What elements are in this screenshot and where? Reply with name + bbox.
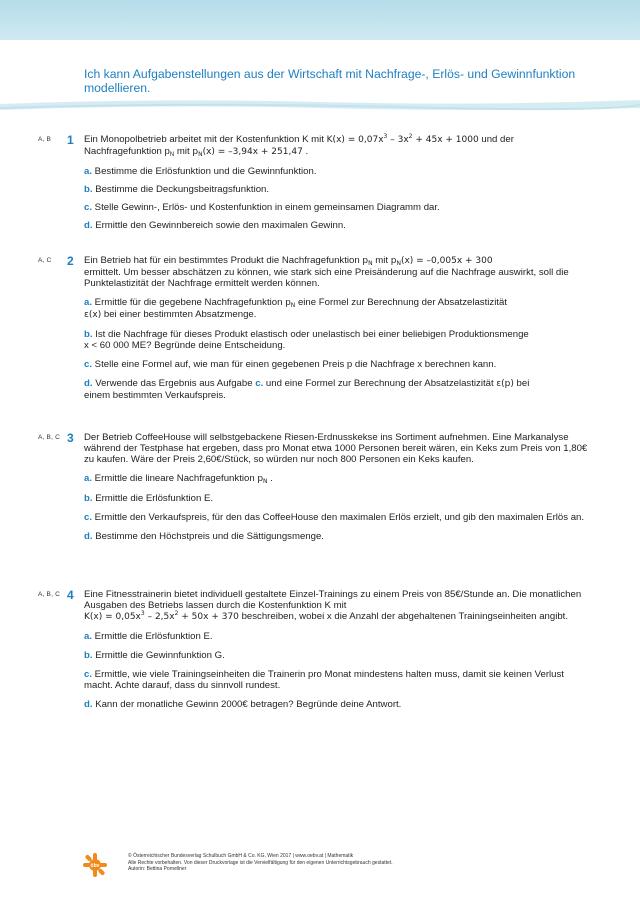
task-number: 1 <box>67 133 74 147</box>
demand-function-formula: $p_N(x) = -0,005x + 300$ <box>390 256 493 267</box>
subtask-a: a. Ermittle die Erlösfunktion E. <box>84 631 213 642</box>
svg-text:öbv: öbv <box>90 863 100 869</box>
subtask-d: d. Verwende das Ergebnis aus Aufgabe c. und eine Formel zur Berechnung der Absatzelastizität ε(p) bei einem bestimmten Verkaufspreis. <box>84 378 530 401</box>
task-body <box>84 134 589 231</box>
page-title: Ich kann Aufgabenstellungen aus der Wirtschaft mit Nachfrage-, Erlös- und Gewinnfunktion modellieren. <box>84 67 576 95</box>
demand-function-formula: $p_N(x) = -3,94x + 251,47$ <box>192 147 303 158</box>
subtask-d: d. Ermittle den Gewinnbereich sowie den maximalen Gewinn. <box>84 220 346 231</box>
subtask-c: c. Stelle Gewinn-, Erlös- und Kostenfunktion in einem gemeinsamen Diagramm dar. <box>84 202 440 213</box>
subtask-b: b. Bestimme die Deckungsbeitragsfunktion. <box>84 184 270 195</box>
task-tag: A, B <box>38 136 52 143</box>
subtask-b: b. Ermittle die Gewinnfunktion G. <box>84 650 225 661</box>
subtask-a: a. Ermittle die lineare Nachfragefunktion $p_N$ . <box>84 473 273 485</box>
task-intro: Eine Fitnesstrainerin bietet individuell gestaltete Einzel-Trainings zu einem Preis von 85€/Stunde an. Die monatlichen Ausgaben des Betriebs lassen durch die Kostenfunktion K mit $K(x) = 0,05x^3 - 2,5x^2 + 50x + 370$ beschreiben, wobei x die Anzahl der abgehaltenen Trainingseinheiten angibt. <box>84 589 582 622</box>
subtask-c: c. Stelle eine Formel auf, wie man für einen gegebenen Preis p die Nachfrage x berechnen kann. <box>84 359 497 370</box>
cost-function-formula: $K(x) = 0,05x^3 - 2,5x^2 + 50x + 370$ <box>84 610 239 622</box>
subtask-d: d. Bestimme den Höchstpreis und die Sättigungsmenge. <box>84 531 324 542</box>
footer-copyright: © Österreichischer Bundesverlag Schulbuch GmbH & Co. KG, Wien 2017 | www.oebv.at | Mathematik Alle Rechte vorbehalten. Von dieser Druckvorlage ist die Vervielfältigung für den eigenen Unterrichtsgebrauch gestattet. Autorin: Bettina Pornellner <box>128 853 393 872</box>
task-tag: A, B, C <box>38 434 60 441</box>
task-intro: Ein Betrieb hat für ein bestimmtes Produkt die Nachfragefunktion $p_N$ mit $p_N(x) = -0,005x + 300$ ermittelt. Um besser abschätzen zu können, wie stark sich eine Preisänderung auf die Nachfrage auswirkt, soll die Punktelastizität der Nachfrage ermittelt werden können. <box>84 255 569 289</box>
task-number: 3 <box>67 431 74 445</box>
header-wave <box>0 98 640 118</box>
subtask-a: a. Ermittle für die gegebene Nachfragefunktion $p_N$ eine Formel zur Berechnung der Absatzelastizität ε(x) bei einer bestimmten Absatzmenge. <box>84 297 508 320</box>
subtask-b: b. Ist die Nachfrage für dieses Produkt elastisch oder unelastisch bei einer beliebigen Produktionsmenge x < 60 000 ME? Begründe deine Entscheidung. <box>84 329 529 351</box>
task-body <box>84 255 589 401</box>
subtask-d: d. Kann der monatliche Gewinn 2000€ betragen? Begründe deine Antwort. <box>84 699 402 710</box>
task-intro: Ein Monopolbetrieb arbeitet mit der Kostenfunktion K mit $K(x) = 0,07x^3 - 3x^2 + 45x + 1000$ und der Nachfragefunktion $p_N$ mit $p_N(x) = -3,94x + 251,47$ . <box>84 133 514 158</box>
task-number: 4 <box>67 588 74 602</box>
subtask-c: c. Ermittle den Verkaufspreis, für den das CoffeeHouse den maximalen Erlös erzielt, und gib den maximalen Erlös an. <box>84 512 585 523</box>
task-tag: A, B, C <box>38 591 60 598</box>
subtask-c: c. Ermittle, wie viele Trainingseinheiten die Trainerin pro Monat mindestens halten muss, damit sie keinen Verlust macht. Achte darauf, dass du sinnvoll rundest. <box>84 669 564 691</box>
task-body <box>84 589 589 710</box>
header-band <box>0 0 640 40</box>
cost-function-formula: $K(x) = 0,07x^3 - 3x^2 + 45x + 1000$ <box>326 133 479 145</box>
task-number: 2 <box>67 254 74 268</box>
subtask-b: b. Ermittle die Erlösfunktion E. <box>84 493 214 504</box>
subtask-a: a. Bestimme die Erlösfunktion und die Gewinnfunktion. <box>84 166 317 177</box>
publisher-logo <box>82 852 108 878</box>
task-tag: A, C <box>38 257 52 264</box>
task-body <box>84 432 589 542</box>
task-intro: Der Betrieb CoffeeHouse will selbstgebackene Riesen-Erdnusskekse ins Sortiment aufnehmen. Eine Markanalyse während der Testphase hat ergeben, dass pro Monat etwa 1000 Personen bereit wären, ein Keks zum Preis von 1,80€ zu kaufen. Wäre der Preis 2,60€/Stück, so würden nur noch 800 Personen ein Keks kaufen. <box>84 432 588 465</box>
